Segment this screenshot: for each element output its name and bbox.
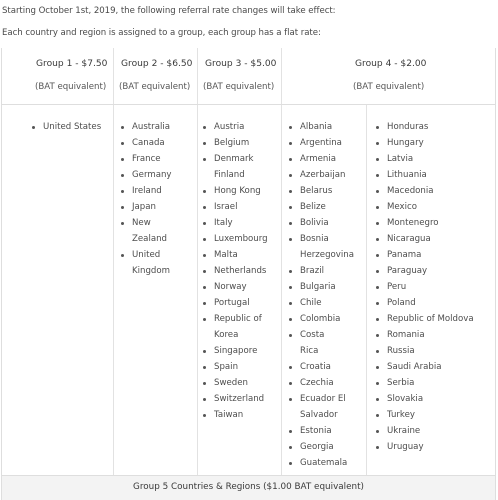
country-item: Poland bbox=[376, 295, 474, 311]
group-2-subtitle: (BAT equivalent) bbox=[119, 82, 191, 92]
country-item: France bbox=[121, 151, 172, 167]
country-item: Argentina bbox=[289, 135, 354, 151]
country-item: Sweden bbox=[203, 375, 268, 391]
country-item: Switzerland bbox=[203, 391, 268, 407]
country-item: Macedonia bbox=[376, 183, 474, 199]
intro-line-1: Starting October 1st, 2019, the following referral rate changes will take effect: bbox=[2, 6, 336, 16]
group-4-subtitle: (BAT equivalent) bbox=[353, 82, 425, 92]
country-item: New bbox=[121, 215, 172, 231]
country-item: Singapore bbox=[203, 343, 268, 359]
country-item: Taiwan bbox=[203, 407, 268, 423]
country-item: Ireland bbox=[121, 183, 172, 199]
country-item: Austria bbox=[203, 119, 268, 135]
country-item: Japan bbox=[121, 199, 172, 215]
country-item: Uruguay bbox=[376, 439, 474, 455]
country-item: Italy bbox=[203, 215, 268, 231]
country-item: Georgia bbox=[289, 439, 354, 455]
group-3-country-list bbox=[203, 119, 268, 423]
country-item: Colombia bbox=[289, 311, 354, 327]
column-divider bbox=[281, 48, 282, 475]
group-5-row bbox=[2, 475, 495, 500]
column-divider bbox=[366, 105, 367, 475]
header-divider bbox=[2, 104, 495, 105]
country-item: Armenia bbox=[289, 151, 354, 167]
country-item: Ecuador El bbox=[289, 391, 354, 407]
country-item: Portugal bbox=[203, 295, 268, 311]
group-3-subtitle: (BAT equivalent) bbox=[203, 82, 275, 92]
country-item: Paraguay bbox=[376, 263, 474, 279]
country-item: Hong Kong bbox=[203, 183, 268, 199]
country-item: Czechia bbox=[289, 375, 354, 391]
group-4-country-list-b bbox=[376, 119, 474, 455]
country-item: Lithuania bbox=[376, 167, 474, 183]
country-item: Bolivia bbox=[289, 215, 354, 231]
country-item: Herzegovina bbox=[300, 250, 354, 260]
country-item: Israel bbox=[203, 199, 268, 215]
country-item: Belarus bbox=[289, 183, 354, 199]
group-3-title: Group 3 - $5.00 bbox=[205, 59, 277, 69]
country-item: Panama bbox=[376, 247, 474, 263]
country-item: Belize bbox=[289, 199, 354, 215]
country-item: Mexico bbox=[376, 199, 474, 215]
referral-rate-table bbox=[1, 48, 496, 500]
group-1-title: Group 1 - $7.50 bbox=[36, 59, 108, 69]
country-item: Spain bbox=[203, 359, 268, 375]
intro-line-2: Each country and region is assigned to a group, each group has a flat rate: bbox=[2, 28, 321, 38]
country-item: Montenegro bbox=[376, 215, 474, 231]
country-item: Estonia bbox=[289, 423, 354, 439]
country-item: United States bbox=[32, 119, 101, 135]
country-item: Netherlands bbox=[203, 263, 268, 279]
country-item: Malta bbox=[203, 247, 268, 263]
country-item: Turkey bbox=[376, 407, 474, 423]
group-1-country-list bbox=[32, 119, 101, 135]
country-item: Croatia bbox=[289, 359, 354, 375]
group-4-country-list-a bbox=[289, 119, 354, 471]
country-item: Honduras bbox=[376, 119, 474, 135]
country-item: Albania bbox=[289, 119, 354, 135]
group-5-label: Group 5 Countries & Regions ($1.00 BAT equivalent) bbox=[133, 482, 364, 492]
group-2-country-list bbox=[121, 119, 172, 279]
country-item: Canada bbox=[121, 135, 172, 151]
country-item: United bbox=[121, 247, 172, 263]
country-item: Bosnia bbox=[289, 231, 354, 247]
country-item: Latvia bbox=[376, 151, 474, 167]
group-4-title: Group 4 - $2.00 bbox=[355, 59, 427, 69]
country-item: Nicaragua bbox=[376, 231, 474, 247]
country-item: Ukraine bbox=[376, 423, 474, 439]
country-item: Salvador bbox=[300, 410, 338, 420]
country-item: Serbia bbox=[376, 375, 474, 391]
country-item: Zealand bbox=[132, 234, 167, 244]
country-item: Russia bbox=[376, 343, 474, 359]
country-item: Australia bbox=[121, 119, 172, 135]
column-divider bbox=[197, 48, 198, 475]
country-item: Hungary bbox=[376, 135, 474, 151]
country-item: Bulgaria bbox=[289, 279, 354, 295]
country-item: Korea bbox=[214, 330, 239, 340]
country-item: Brazil bbox=[289, 263, 354, 279]
country-item: Romania bbox=[376, 327, 474, 343]
country-item: Belgium bbox=[203, 135, 268, 151]
group-2-title: Group 2 - $6.50 bbox=[121, 59, 193, 69]
country-item: Republic of bbox=[203, 311, 268, 327]
country-item: Finland bbox=[214, 170, 245, 180]
country-item: Costa bbox=[289, 327, 354, 343]
country-item: Denmark bbox=[203, 151, 268, 167]
country-item: Peru bbox=[376, 279, 474, 295]
country-item: Saudi Arabia bbox=[376, 359, 474, 375]
country-item: Rica bbox=[300, 346, 319, 356]
group-1-subtitle: (BAT equivalent) bbox=[35, 82, 107, 92]
country-item: Azerbaijan bbox=[289, 167, 354, 183]
country-item: Norway bbox=[203, 279, 268, 295]
country-item: Kingdom bbox=[132, 266, 171, 276]
country-item: Chile bbox=[289, 295, 354, 311]
country-item: Republic of Moldova bbox=[376, 311, 474, 327]
country-item: Guatemala bbox=[289, 455, 354, 471]
country-item: Slovakia bbox=[376, 391, 474, 407]
column-divider bbox=[113, 48, 114, 475]
country-item: Luxembourg bbox=[203, 231, 268, 247]
country-item: Germany bbox=[121, 167, 172, 183]
